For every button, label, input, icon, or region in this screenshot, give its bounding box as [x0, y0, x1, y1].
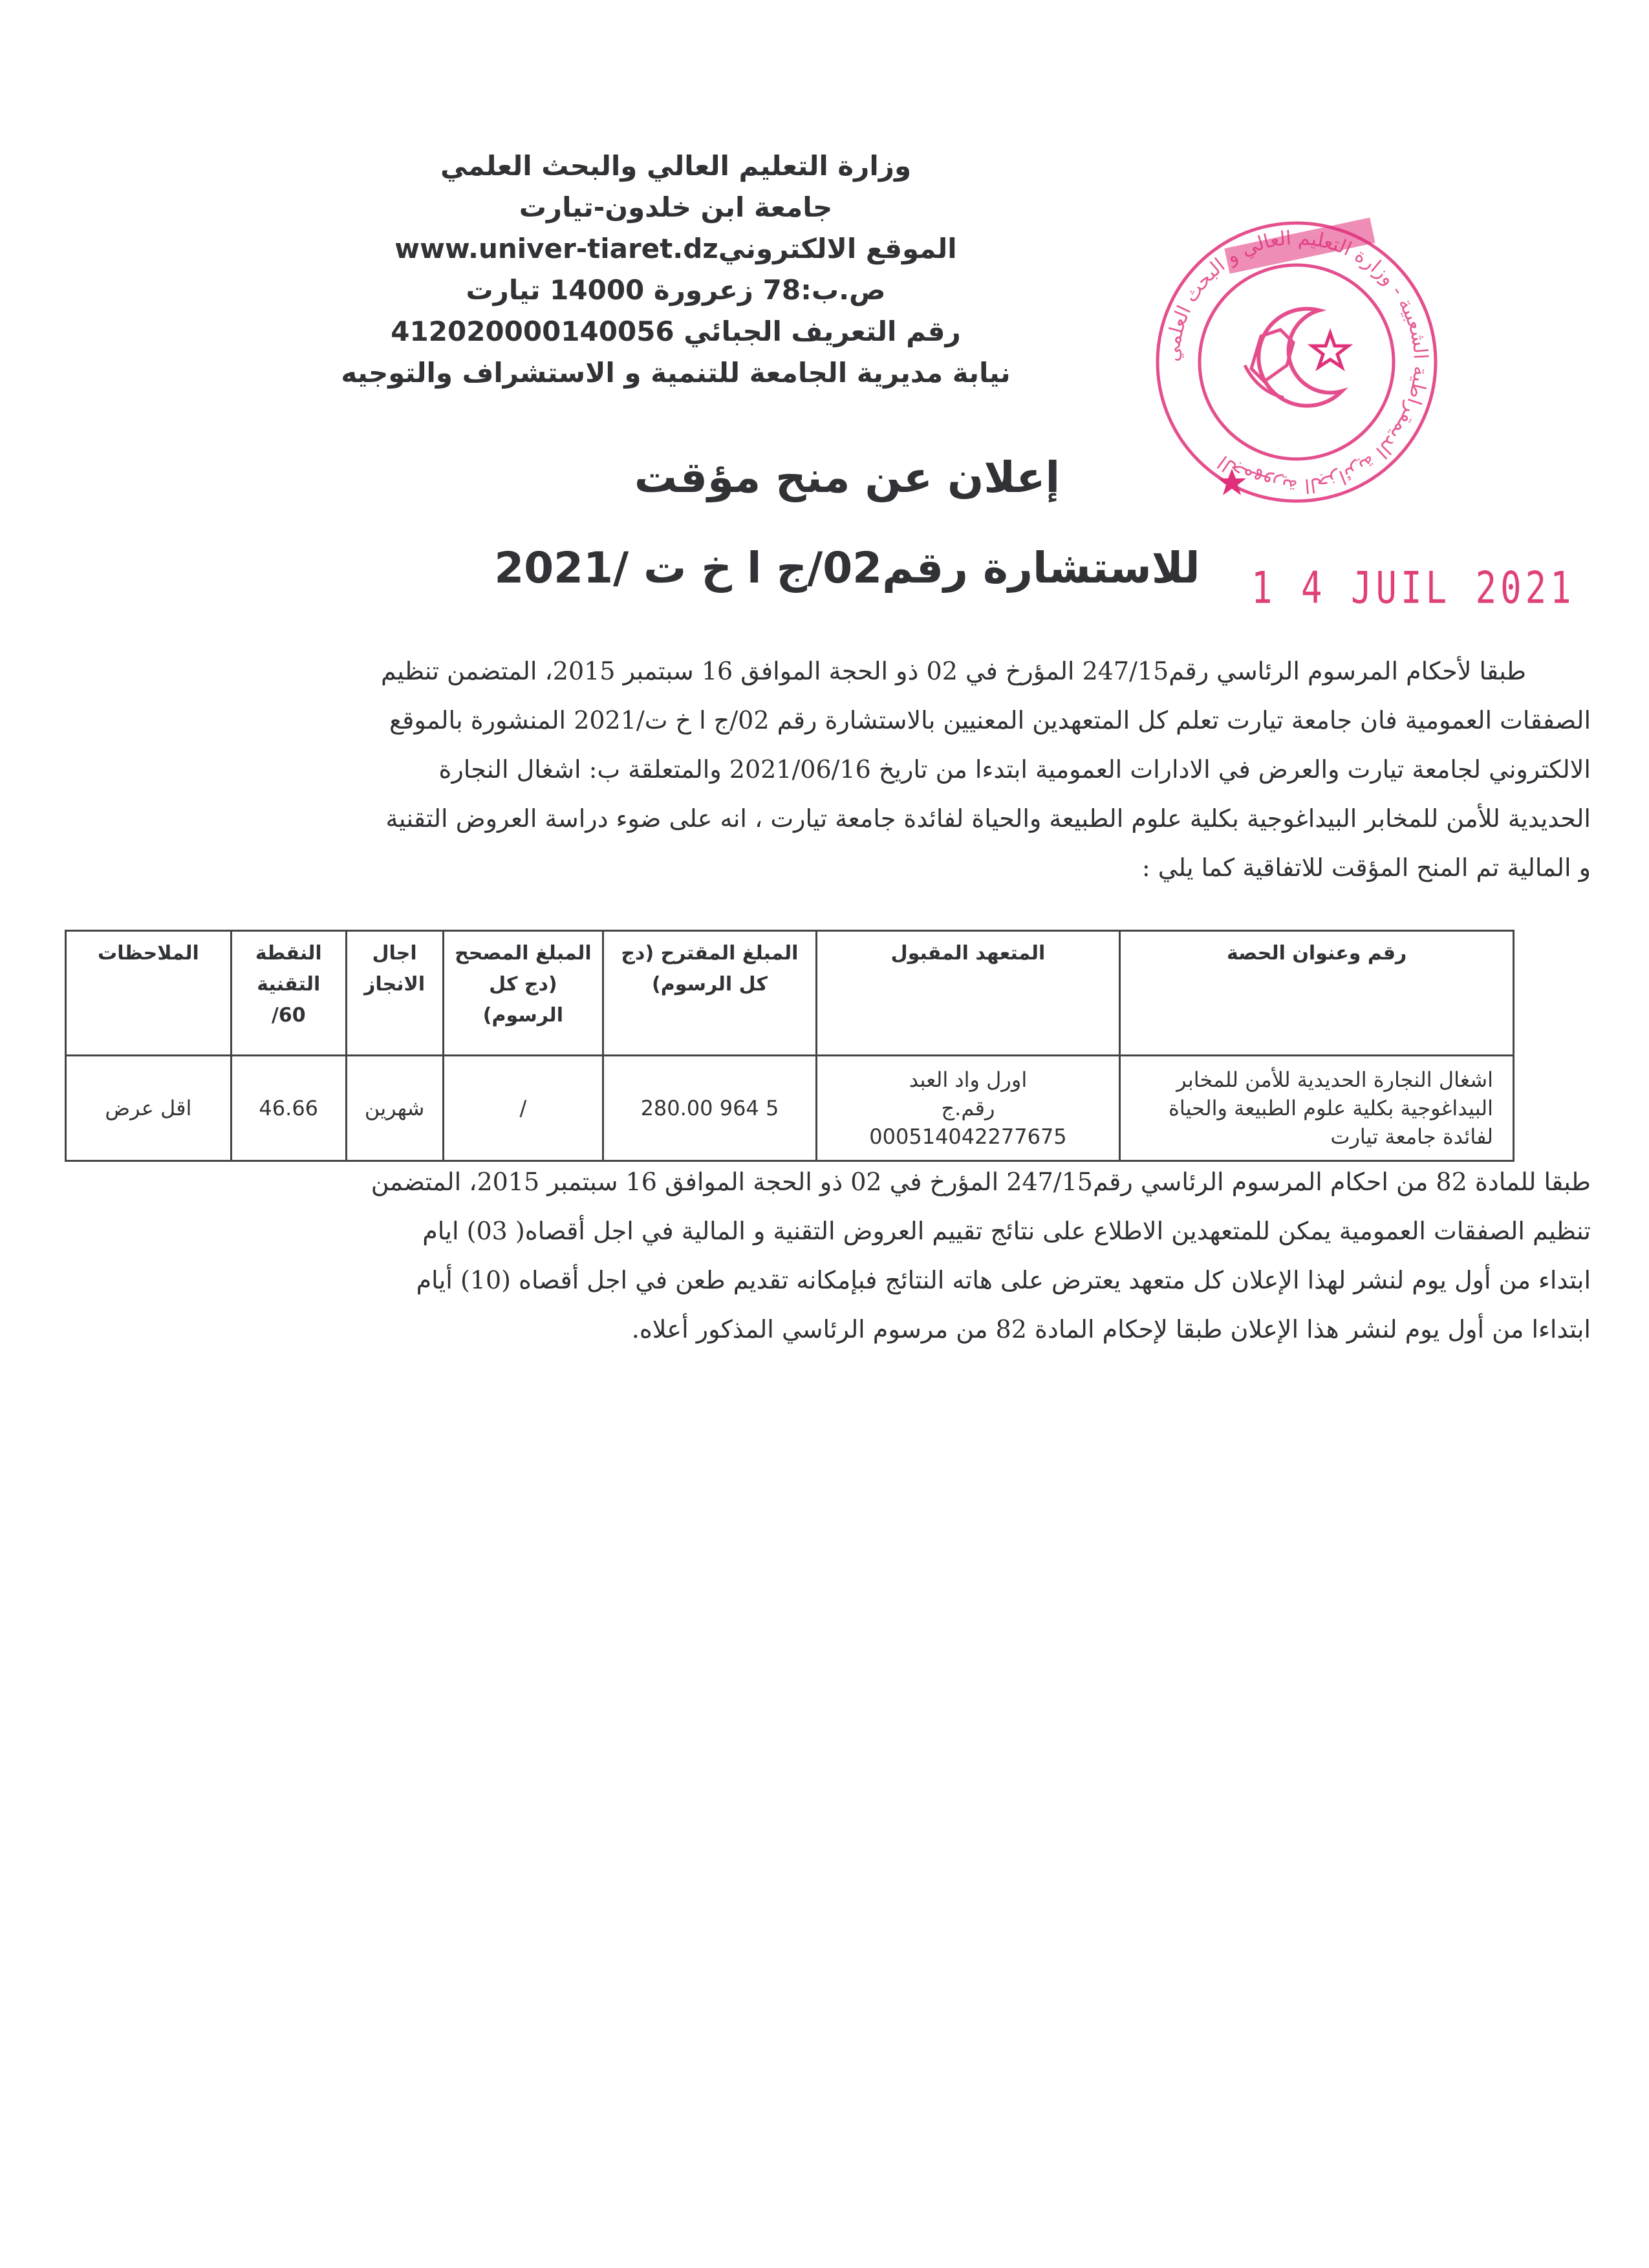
- cell-technical-score: 46.66: [231, 1056, 346, 1161]
- department-name: نيابة مديرية الجامعة للتنمية و الاستشراف والتوجيه: [341, 357, 1011, 389]
- header-technical-score: النقطة التقنية 60/: [231, 931, 346, 1056]
- header-accepted-bidder: المتعهد المقبول: [816, 931, 1120, 1056]
- appeal-paragraph: [52, 1157, 1591, 1354]
- bidder-id: 000514042277675: [869, 1124, 1067, 1149]
- bidder-id-label: رقم.ج: [941, 1096, 995, 1120]
- cell-corrected-amount: /: [443, 1056, 603, 1161]
- paragraph-line: تنظيم الصفقات العمومية يمكن للمتعهدين الاطلاع على نتائج تقييم العروض التقنية و المالية في اجل أقصاه( 03) ايام: [422, 1217, 1591, 1245]
- cell-remarks: اقل عرض: [66, 1056, 232, 1161]
- cell-proposed-amount: 5 964 280.00: [603, 1056, 816, 1161]
- announcement-title: إعلان عن منح مؤقت: [634, 453, 1061, 502]
- cell-deadline: شهرين: [346, 1056, 443, 1161]
- intro-paragraph: [52, 647, 1591, 892]
- university-name: جامعة ابن خلدون-تيارت: [519, 191, 833, 223]
- paragraph-line: ابتداء من أول يوم لنشر لهذا الإعلان كل متعهد يعترض على هاته النتائج فبإمكانه تقديم طعن في اجل أقصاه (10) أيام: [416, 1266, 1591, 1294]
- bidder-name: اورل واد العبد: [909, 1067, 1028, 1092]
- paragraph-line: طبقا لأحكام المرسوم الرئاسي رقم247/15 المؤرخ في 02 ذو الحجة الموافق 16 سبتمبر 2015، المتضمن تنظيم: [380, 657, 1526, 685]
- header-corrected-amount: المبلغ المصحح (دج كل الرسوم): [443, 931, 603, 1056]
- date-stamp: 1 4 JUIL 2021: [1251, 562, 1575, 614]
- header-proposed-amount: المبلغ المقترح (دج كل الرسوم): [603, 931, 816, 1056]
- website-line: الموقع الالكترونيwww.univer-tiaret.dz: [394, 233, 957, 264]
- paragraph-line: الحديدية للأمن للمخابر البيداغوجية بكلية علوم الطبيعة والحياة لفائدة جامعة تيارت ، انه على ضوء دراسة العروض التقنية: [385, 804, 1591, 833]
- ministry-name: وزارة التعليم العالي والبحث العلمي: [440, 150, 912, 182]
- tax-id: رقم التعريف الجبائي 41202000014005​6: [391, 316, 961, 347]
- cell-accepted-bidder: [816, 1056, 1120, 1161]
- table-row: [66, 1056, 1514, 1161]
- award-table: [65, 930, 1514, 1162]
- cell-lot-title: اشغال النجارة الحديدية للأمن للمخابر البيداغوجية بكلية علوم الطبيعة والحياة لفائدة جامعة تيارت: [1120, 1056, 1514, 1161]
- seal-text: الجمهورية الجزائرية الديمقراطية الشعبية - وزارة التعليم العالي و البحث العلمي: [1161, 226, 1432, 498]
- paragraph-line: ابتداءا من أول يوم لنشر هذا الإعلان طبقا لإحكام المادة 82 من مرسوم الرئاسي المذكور أعلاه.: [631, 1315, 1591, 1343]
- paragraph-line: و المالية تم المنح المؤقت للاتفاقية كما يلي :: [1141, 853, 1591, 882]
- header-remarks: الملاحظات: [66, 931, 232, 1056]
- table-header-row: [66, 931, 1514, 1056]
- paragraph-line: الصفقات العمومية فان جامعة تيارت تعلم كل المتعهدين المعنيين بالاستشارة رقم 02/ج ا خ ت/2021 المنشورة بالموقع: [389, 706, 1591, 734]
- header-lot-title: رقم وعنوان الحصة: [1120, 931, 1514, 1056]
- letterhead: [288, 145, 1064, 394]
- postal-address: ص.ب:78 زعرورة 14000 تيارت: [466, 274, 886, 306]
- paragraph-line: الالكتروني لجامعة تيارت والعرض في الادارات العمومية ابتدءا من تاريخ 2021/06/16 والمتعلقة ب: اشغال النجارة: [438, 755, 1591, 784]
- consultation-number: للاستشارة رقم02/ج ا خ ت /2021: [494, 543, 1200, 593]
- paragraph-line: طبقا للمادة 82 من احكام المرسوم الرئاسي رقم247/15 المؤرخ في 02 ذو الحجة الموافق 16 سبتمبر 2015، المتضمن: [371, 1168, 1591, 1196]
- header-deadline: اجال الانجاز: [346, 931, 443, 1056]
